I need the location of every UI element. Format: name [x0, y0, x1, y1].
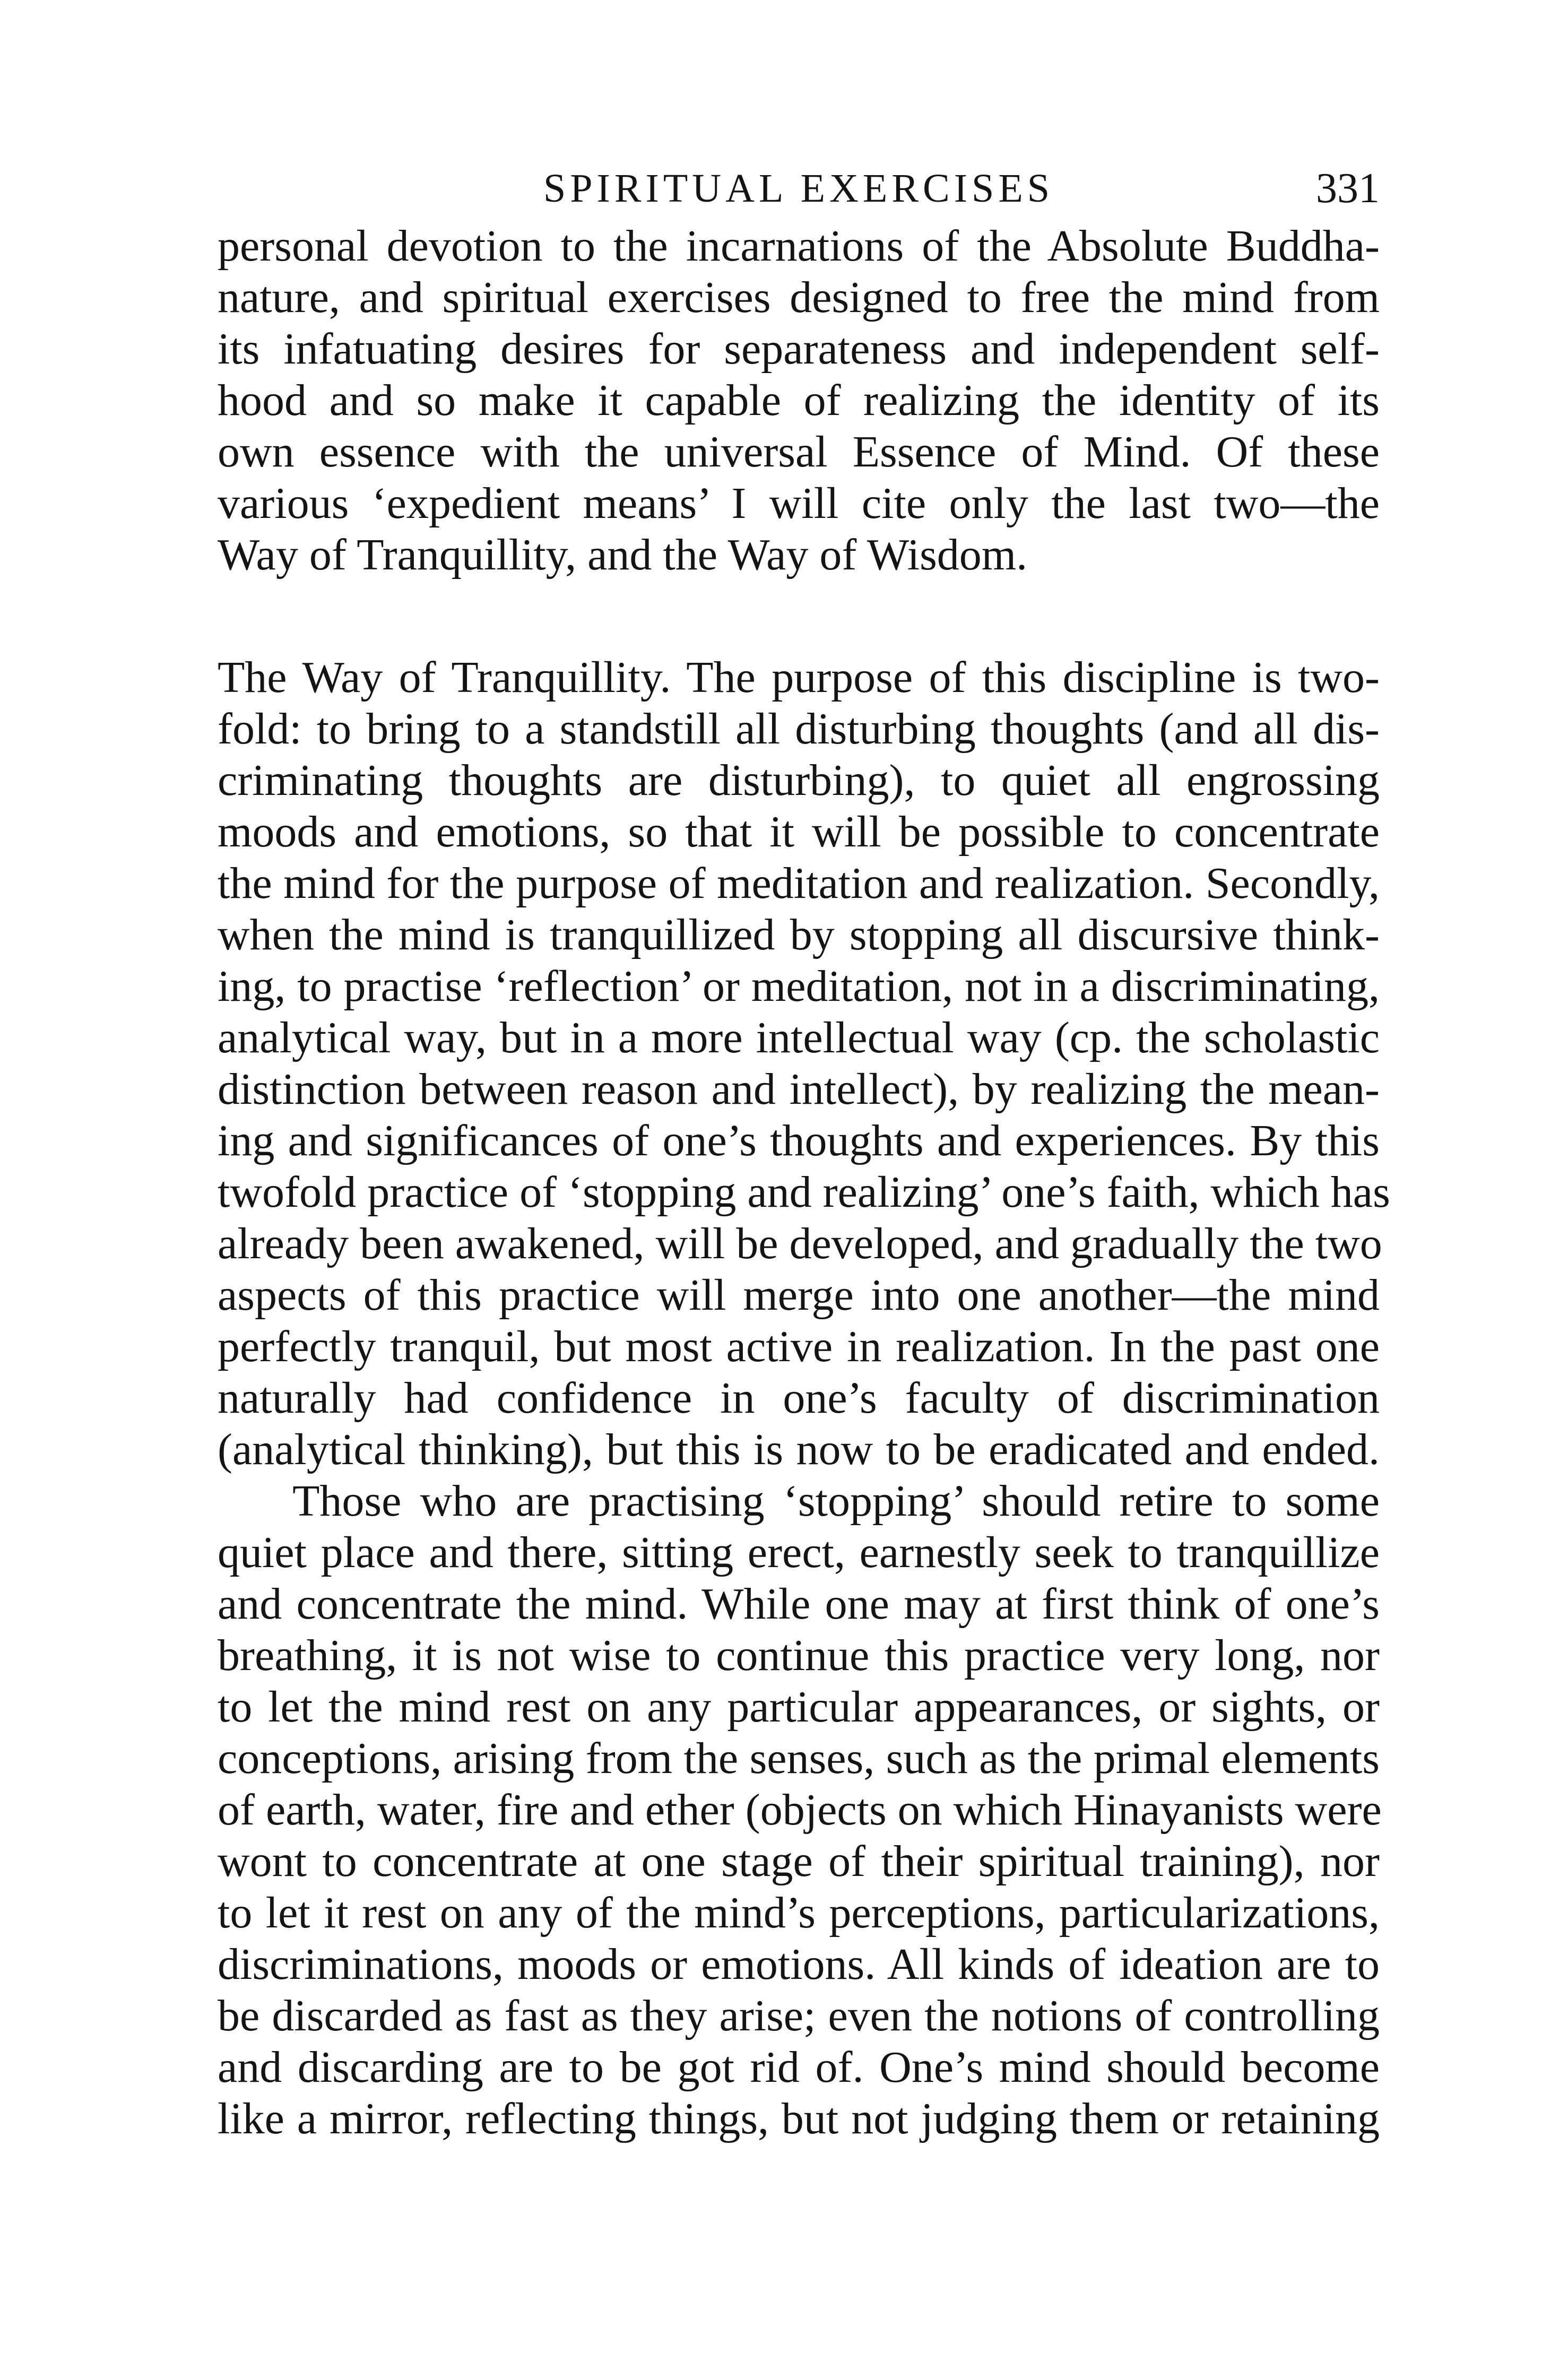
text-line: like a mirror, reflecting things, but not judging them or retaining	[218, 2094, 1380, 2143]
text-line: discriminations, moods or emotions. All kinds of ideation are to	[218, 1940, 1380, 1989]
text-line: to let it rest on any of the mind’s perceptions, particularizations,	[218, 1888, 1380, 1937]
text-line: and discarding are to be got rid of. One’s mind should become	[218, 2043, 1380, 2092]
text-line: fold: to bring to a standstill all disturbing thoughts (and all dis-	[218, 704, 1380, 754]
text-line: (analytical thinking), but this is now to be eradicated and ended.	[218, 1425, 1380, 1474]
text-line: of earth, water, fire and ether (objects on which Hinayanists were	[218, 1785, 1382, 1835]
text-line: Those who are practising ‘stopping’ should retire to some	[218, 1476, 1380, 1526]
text-line: ing, to practise ‘reflection’ or meditation, not in a discriminating,	[218, 962, 1380, 1011]
text-line: analytical way, but in a more intellectual way (cp. the scholastic	[218, 1013, 1380, 1062]
text-line: perfectly tranquil, but most active in realization. In the past one	[218, 1322, 1380, 1371]
text-line: personal devotion to the incarnations of the Absolute Buddha-	[218, 221, 1380, 271]
text-line: criminating thoughts are disturbing), to quiet all engrossing	[218, 756, 1380, 805]
text-line: hood and so make it capable of realizing the identity of its	[218, 376, 1380, 425]
text-line: twofold practice of ‘stopping and realizing’ one’s faith, which has	[218, 1167, 1390, 1217]
text-line: distinction between reason and intellect), by realizing the mean-	[218, 1065, 1380, 1114]
text-line: to let the mind rest on any particular appearances, or sights, or	[218, 1682, 1380, 1732]
text-line: be discarded as fast as they arise; even the notions of controlling	[218, 1991, 1380, 2040]
text-line: breathing, it is not wise to continue this practice very long, nor	[218, 1631, 1380, 1680]
text-line: own essence with the universal Essence of Mind. Of these	[218, 427, 1380, 477]
text-line: quiet place and there, sitting erect, earnestly seek to tranquillize	[218, 1528, 1380, 1577]
page-number: 331	[1316, 165, 1380, 212]
text-line: naturally had confidence in one’s faculty of discrimination	[218, 1373, 1380, 1423]
text-line: nature, and spiritual exercises designed to free the mind from	[218, 273, 1380, 322]
text-line: and concentrate the mind. While one may at first think of one’s	[218, 1579, 1380, 1629]
text-line: conceptions, arising from the senses, such as the primal elements	[218, 1734, 1380, 1783]
paragraph-way-of-tranquillity	[218, 652, 1390, 2144]
text-line: moods and emotions, so that it will be possible to concentrate	[218, 807, 1380, 857]
running-head	[218, 159, 1380, 218]
text-line: already been awakened, will be developed, and gradually the two	[218, 1219, 1382, 1268]
text-line: ing and significances of one’s thoughts and experiences. By this	[218, 1116, 1380, 1165]
running-title: SPIRITUAL EXERCISES	[543, 166, 1054, 211]
paragraph-devotion	[218, 220, 1380, 581]
text-line: Way of Tranquillity, and the Way of Wisdom.	[218, 530, 1028, 579]
text-line: various ‘expedient means’ I will cite only the last two—the	[218, 479, 1380, 528]
text-line: The Way of Tranquillity. The purpose of this discipline is two-	[218, 653, 1380, 702]
text-line: its infatuating desires for separateness and independent self-	[218, 324, 1380, 374]
text-line: when the mind is tranquillized by stopping all discursive think-	[218, 910, 1380, 959]
text-line: the mind for the purpose of meditation and realization. Secondly,	[218, 859, 1380, 908]
text-line: aspects of this practice will merge into one another—the mind	[218, 1270, 1380, 1320]
text-line: wont to concentrate at one stage of their spiritual training), nor	[218, 1837, 1380, 1886]
